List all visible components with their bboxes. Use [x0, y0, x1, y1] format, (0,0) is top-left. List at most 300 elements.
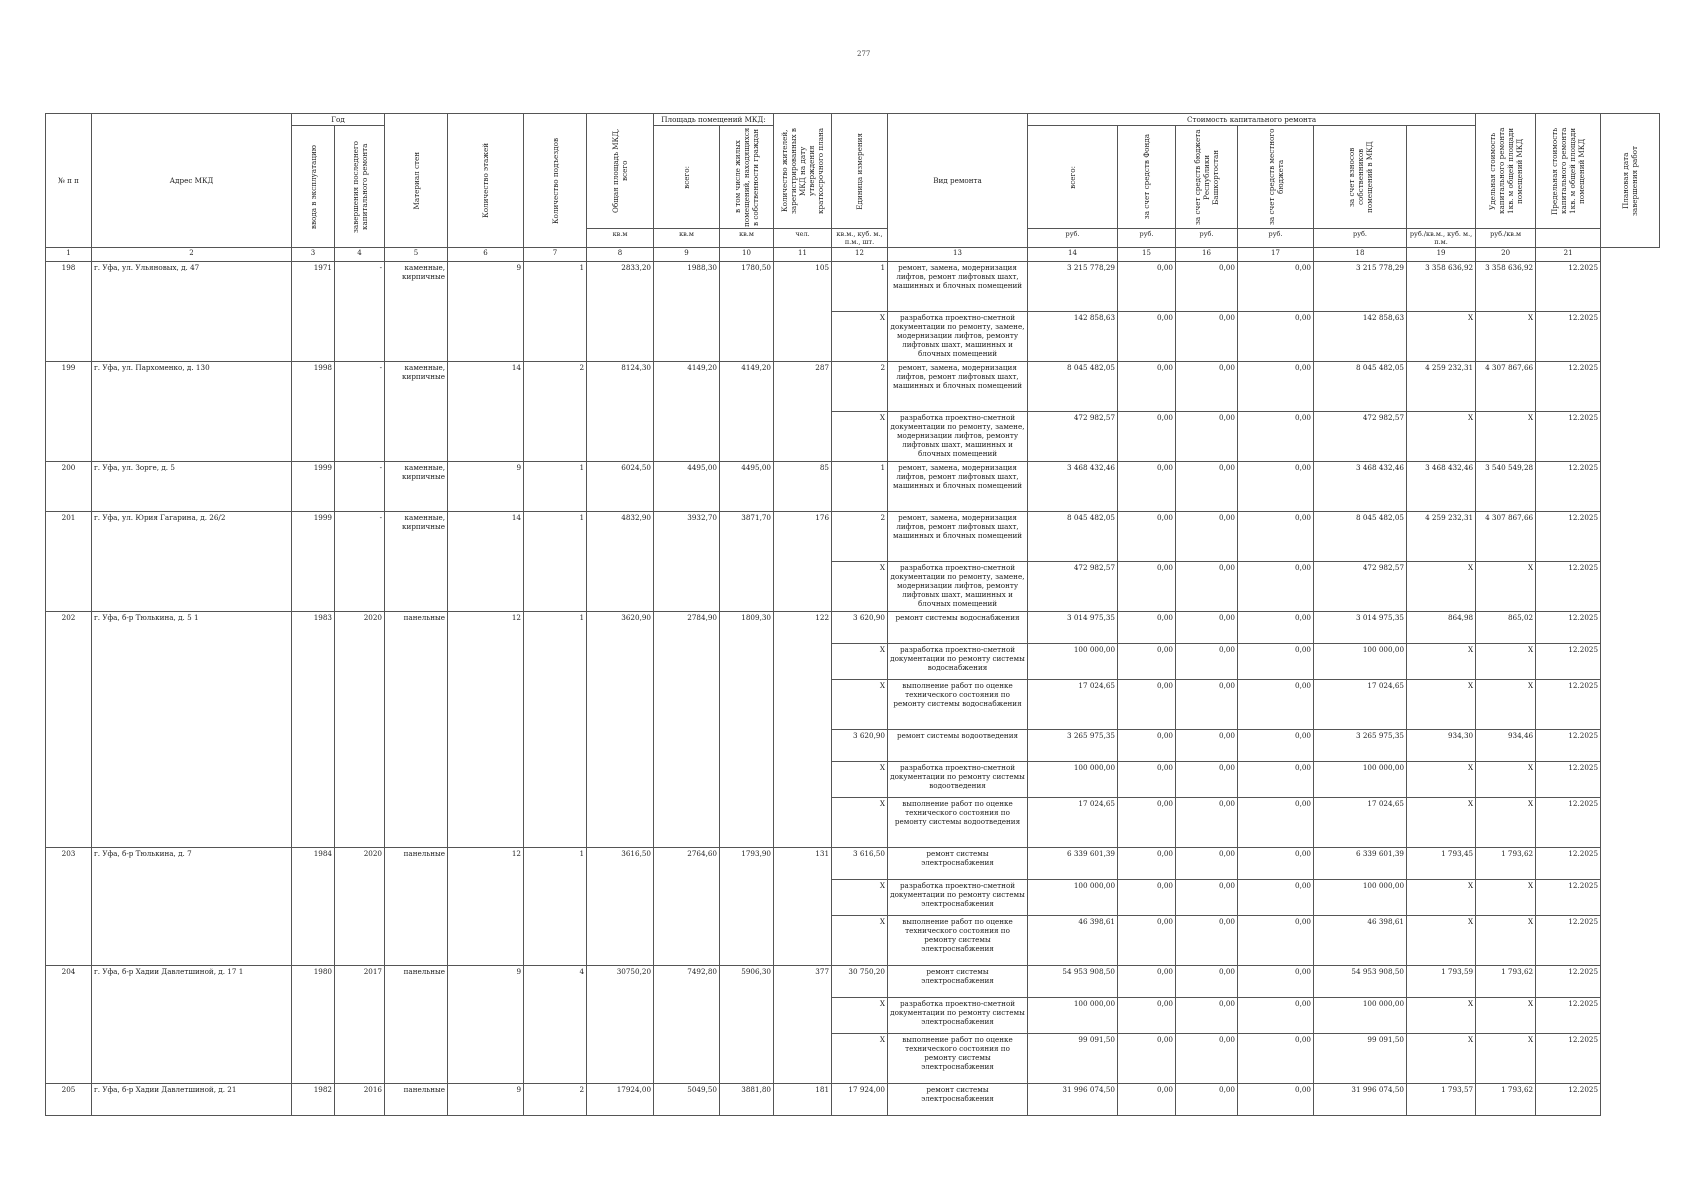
cell-planned-date: 12.2025: [1536, 762, 1601, 798]
table-row: [46, 848, 1660, 880]
cell-residents: 131: [774, 848, 832, 966]
cell-cost-republic: 0,00: [1176, 998, 1238, 1034]
cell-unit-cost: X: [1407, 680, 1476, 730]
cell-planned-date: 12.2025: [1536, 1034, 1601, 1084]
cell-entrances: 1: [524, 462, 587, 512]
header-premises-total: всего:: [654, 126, 720, 229]
cell-quantity: 2: [832, 512, 888, 562]
cell-cost-fund: 0,00: [1118, 680, 1176, 730]
cell-max-cost: 865,02: [1476, 612, 1536, 644]
cell-cost-total: 8 045 482,05: [1028, 362, 1118, 412]
header-total-area: Общая площадь МКД, всего: [587, 114, 654, 229]
cell-cost-total: 472 982,57: [1028, 412, 1118, 462]
cell-quantity: X: [832, 412, 888, 462]
cell-cost-total: 17 024,65: [1028, 798, 1118, 848]
cell-residents: 105: [774, 262, 832, 362]
cell-repair-type: ремонт системы водоснабжения: [888, 612, 1028, 644]
cell-cost-total: 3 265 975,35: [1028, 730, 1118, 762]
cell-planned-date: 12.2025: [1536, 462, 1601, 512]
cell-repair-type: ремонт системы электроснабжения: [888, 1084, 1028, 1116]
cell-floors: 12: [448, 612, 524, 848]
cell-cost-republic: 0,00: [1176, 612, 1238, 644]
cell-year-commission: 1982: [292, 1084, 335, 1116]
cell-max-cost: X: [1476, 998, 1536, 1034]
cell-entrances: 2: [524, 1084, 587, 1116]
cell-cost-republic: 0,00: [1176, 512, 1238, 562]
cell-cost-local: 0,00: [1238, 562, 1314, 612]
cell-cost-republic: 0,00: [1176, 730, 1238, 762]
cell-cost-owners: 100 000,00: [1314, 762, 1407, 798]
cell-cost-republic: 0,00: [1176, 462, 1238, 512]
unit-14: руб.: [1028, 229, 1118, 248]
cell-total-area: 2833,20: [587, 262, 654, 362]
cell-address: г. Уфа, ул. Пархоменко, д. 130: [92, 362, 292, 462]
cell-planned-date: 12.2025: [1536, 848, 1601, 880]
table-body: [46, 262, 1660, 1116]
header-residents: Количество жителей, зарегистрированных в МКД на дату утверждения краткосрочного плана: [774, 114, 832, 229]
cell-cost-local: 0,00: [1238, 1084, 1314, 1116]
cell-entrances: 1: [524, 262, 587, 362]
header-cost-total: всего:: [1028, 126, 1118, 229]
cell-repair-type: ремонт, замена, модернизация лифтов, ремонт лифтовых шахт, машинных и блочных помещений: [888, 512, 1028, 562]
unit-16: руб.: [1176, 229, 1238, 248]
cell-planned-date: 12.2025: [1536, 362, 1601, 412]
column-number: 8: [587, 248, 654, 262]
table-row: [46, 1084, 1660, 1116]
cell-floors: 9: [448, 1084, 524, 1116]
header-premises-owned: в том числе жилых помещений, находящихся в собственности граждан: [720, 126, 774, 229]
cell-cost-local: 0,00: [1238, 262, 1314, 312]
cell-quantity: X: [832, 562, 888, 612]
cell-planned-date: 12.2025: [1536, 412, 1601, 462]
cell-cost-fund: 0,00: [1118, 644, 1176, 680]
column-number: 21: [1536, 248, 1601, 262]
cell-total-area: 8124,30: [587, 362, 654, 462]
cell-cost-local: 0,00: [1238, 848, 1314, 880]
cell-planned-date: 12.2025: [1536, 644, 1601, 680]
cell-quantity: X: [832, 880, 888, 916]
cell-floors: 9: [448, 462, 524, 512]
cell-quantity: X: [832, 312, 888, 362]
cell-max-cost: X: [1476, 312, 1536, 362]
table-row: [46, 362, 1660, 412]
header-unit-measure: Единица измерения: [832, 114, 888, 229]
cell-cost-local: 0,00: [1238, 462, 1314, 512]
cell-cost-republic: 0,00: [1176, 262, 1238, 312]
cell-max-cost: 3 358 636,92: [1476, 262, 1536, 312]
cell-quantity: 17 924,00: [832, 1084, 888, 1116]
cell-cost-owners: 3 215 778,29: [1314, 262, 1407, 312]
cell-cost-total: 142 858,63: [1028, 312, 1118, 362]
column-number: 5: [385, 248, 448, 262]
cell-wall-material: панельные: [385, 612, 448, 848]
column-number: 1: [46, 248, 92, 262]
cell-cost-local: 0,00: [1238, 998, 1314, 1034]
cell-cost-local: 0,00: [1238, 798, 1314, 848]
cell-year-commission: 1971: [292, 262, 335, 362]
header-cost-owners: за счет взносов собственников помещений в МКД: [1314, 126, 1407, 229]
cell-max-cost: 1 793,62: [1476, 966, 1536, 998]
cell-cost-republic: 0,00: [1176, 762, 1238, 798]
cell-cost-total: 472 982,57: [1028, 562, 1118, 612]
cell-total-area: 3620,90: [587, 612, 654, 848]
cell-unit-cost: 1 793,57: [1407, 1084, 1476, 1116]
cell-quantity: X: [832, 762, 888, 798]
cell-max-cost: X: [1476, 916, 1536, 966]
cell-cost-fund: 0,00: [1118, 762, 1176, 798]
cell-repair-type: выполнение работ по оценке технического состояния по ремонту системы электроснабжения: [888, 916, 1028, 966]
cell-cost-owners: 54 953 908,50: [1314, 966, 1407, 998]
table-row: [46, 966, 1660, 998]
cell-total-area: 3616,50: [587, 848, 654, 966]
cell-cost-total: 46 398,61: [1028, 916, 1118, 966]
cell-unit-cost: X: [1407, 880, 1476, 916]
cell-repair-type: разработка проектно-сметной документации по ремонту системы водоснабжения: [888, 644, 1028, 680]
cell-cost-fund: 0,00: [1118, 966, 1176, 998]
cell-entrances: 4: [524, 966, 587, 1084]
cell-cost-fund: 0,00: [1118, 312, 1176, 362]
cell-cost-owners: 472 982,57: [1314, 562, 1407, 612]
cell-cost-owners: 100 000,00: [1314, 880, 1407, 916]
column-number: 15: [1118, 248, 1176, 262]
table-row: [46, 512, 1660, 562]
cell-wall-material: панельные: [385, 1084, 448, 1116]
unit-17: руб.: [1238, 229, 1314, 248]
cell-unit-cost: X: [1407, 762, 1476, 798]
cell-cost-fund: 0,00: [1118, 462, 1176, 512]
cell-cost-total: 100 000,00: [1028, 998, 1118, 1034]
cell-cost-owners: 100 000,00: [1314, 998, 1407, 1034]
table-row: [46, 262, 1660, 312]
cell-cost-fund: 0,00: [1118, 1034, 1176, 1084]
cell-repair-type: ремонт, замена, модернизация лифтов, ремонт лифтовых шахт, машинных и блочных помещений: [888, 262, 1028, 312]
cell-floors: 12: [448, 848, 524, 966]
cell-cost-fund: 0,00: [1118, 1084, 1176, 1116]
cell-cost-owners: 3 468 432,46: [1314, 462, 1407, 512]
cell-year-commission: 1980: [292, 966, 335, 1084]
cell-cost-republic: 0,00: [1176, 362, 1238, 412]
cell-cost-local: 0,00: [1238, 362, 1314, 412]
cell-planned-date: 12.2025: [1536, 262, 1601, 312]
cell-cost-republic: 0,00: [1176, 644, 1238, 680]
column-number: 13: [888, 248, 1028, 262]
cell-repair-type: выполнение работ по оценке технического состояния по ремонту системы водоснабжения: [888, 680, 1028, 730]
cell-planned-date: 12.2025: [1536, 612, 1601, 644]
cell-unit-cost: 864,98: [1407, 612, 1476, 644]
header-year-commission: ввода в эксплуатацию: [292, 126, 335, 248]
cell-quantity: X: [832, 644, 888, 680]
cell-address: г. Уфа, б-р Хадии Давлетшиной, д. 17 1: [92, 966, 292, 1084]
cell-cost-local: 0,00: [1238, 612, 1314, 644]
repair-plan-table-wrapper: [45, 113, 1660, 1116]
cell-cost-owners: 472 982,57: [1314, 412, 1407, 462]
cell-cost-fund: 0,00: [1118, 512, 1176, 562]
cell-address: г. Уфа, ул. Юрия Гагарина, д. 26/2: [92, 512, 292, 612]
cell-residents: 85: [774, 462, 832, 512]
cell-year-last-repair: 2020: [335, 612, 385, 848]
cell-cost-owners: 31 996 074,50: [1314, 1084, 1407, 1116]
cell-quantity: 2: [832, 362, 888, 412]
cell-year-last-repair: -: [335, 462, 385, 512]
column-number: 12: [832, 248, 888, 262]
header-cost-group: Стоимость капитального ремонта: [1028, 114, 1476, 126]
cell-cost-republic: 0,00: [1176, 412, 1238, 462]
cell-residents: 122: [774, 612, 832, 848]
cell-cost-total: 100 000,00: [1028, 644, 1118, 680]
header-floors: Количество этажей: [448, 114, 524, 248]
cell-cost-republic: 0,00: [1176, 1034, 1238, 1084]
column-number: 17: [1238, 248, 1314, 262]
cell-address: г. Уфа, ул. Ульяновых, д. 47: [92, 262, 292, 362]
cell-unit-cost: X: [1407, 412, 1476, 462]
cell-repair-type: ремонт системы электроснабжения: [888, 966, 1028, 998]
cell-cost-total: 3 014 975,35: [1028, 612, 1118, 644]
cell-entrances: 1: [524, 848, 587, 966]
column-number: 20: [1476, 248, 1536, 262]
cell-cost-owners: 17 024,65: [1314, 680, 1407, 730]
unit-15: руб.: [1118, 229, 1176, 248]
column-number: 18: [1314, 248, 1407, 262]
header-no: № п п: [46, 114, 92, 248]
cell-repair-type: ремонт, замена, модернизация лифтов, ремонт лифтовых шахт, машинных и блочных помещений: [888, 462, 1028, 512]
cell-max-cost: X: [1476, 680, 1536, 730]
cell-cost-owners: 8 045 482,05: [1314, 512, 1407, 562]
cell-cost-total: 100 000,00: [1028, 762, 1118, 798]
cell-year-commission: 1983: [292, 612, 335, 848]
cell-planned-date: 12.2025: [1536, 916, 1601, 966]
cell-cost-local: 0,00: [1238, 412, 1314, 462]
cell-premises-total: 4495,00: [654, 462, 720, 512]
cell-address: г. Уфа, ул. Зорге, д. 5: [92, 462, 292, 512]
cell-total-area: 30750,20: [587, 966, 654, 1084]
cell-cost-fund: 0,00: [1118, 362, 1176, 412]
cell-quantity: 1: [832, 462, 888, 512]
cell-address: г. Уфа, б-р Тюлькина, д. 5 1: [92, 612, 292, 848]
cell-cost-fund: 0,00: [1118, 612, 1176, 644]
cell-unit-cost: 4 259 232,31: [1407, 362, 1476, 412]
cell-planned-date: 12.2025: [1536, 730, 1601, 762]
cell-no: 203: [46, 848, 92, 966]
column-number: 7: [524, 248, 587, 262]
cell-unit-cost: 4 259 232,31: [1407, 512, 1476, 562]
cell-total-area: 17924,00: [587, 1084, 654, 1116]
cell-premises-owned: 5906,30: [720, 966, 774, 1084]
unit-12: кв.м., куб. м., п.м., шт.: [832, 229, 888, 248]
cell-quantity: 3 616,50: [832, 848, 888, 880]
header-repair-type: Вид ремонта: [888, 114, 1028, 248]
cell-max-cost: 934,46: [1476, 730, 1536, 762]
cell-wall-material: каменные, кирпичные: [385, 262, 448, 362]
cell-year-last-repair: 2020: [335, 848, 385, 966]
header-max-cost: Предельная стоимость капитального ремонта 1кв. м общей площади помещений МКД: [1536, 114, 1601, 229]
cell-quantity: 3 620,90: [832, 612, 888, 644]
cell-premises-total: 5049,50: [654, 1084, 720, 1116]
cell-entrances: 2: [524, 362, 587, 462]
cell-year-last-repair: 2016: [335, 1084, 385, 1116]
cell-no: 202: [46, 612, 92, 848]
cell-cost-owners: 6 339 601,39: [1314, 848, 1407, 880]
cell-quantity: 1: [832, 262, 888, 312]
cell-unit-cost: X: [1407, 562, 1476, 612]
cell-entrances: 1: [524, 612, 587, 848]
cell-planned-date: 12.2025: [1536, 312, 1601, 362]
column-number: 4: [335, 248, 385, 262]
cell-planned-date: 12.2025: [1536, 880, 1601, 916]
cell-year-last-repair: -: [335, 362, 385, 462]
cell-wall-material: каменные, кирпичные: [385, 362, 448, 462]
cell-cost-republic: 0,00: [1176, 798, 1238, 848]
cell-cost-owners: 3 014 975,35: [1314, 612, 1407, 644]
unit-8: кв.м: [587, 229, 654, 248]
cell-premises-total: 7492,80: [654, 966, 720, 1084]
header-planned-date: Плановая дата завершения работ: [1601, 114, 1660, 248]
cell-wall-material: панельные: [385, 966, 448, 1084]
cell-unit-cost: X: [1407, 798, 1476, 848]
unit-9: кв.м: [654, 229, 720, 248]
cell-cost-republic: 0,00: [1176, 848, 1238, 880]
cell-cost-republic: 0,00: [1176, 1084, 1238, 1116]
cell-cost-fund: 0,00: [1118, 730, 1176, 762]
cell-no: 204: [46, 966, 92, 1084]
cell-planned-date: 12.2025: [1536, 512, 1601, 562]
cell-no: 205: [46, 1084, 92, 1116]
cell-repair-type: ремонт системы электроснабжения: [888, 848, 1028, 880]
cell-cost-republic: 0,00: [1176, 966, 1238, 998]
cell-cost-total: 3 468 432,46: [1028, 462, 1118, 512]
column-number: 6: [448, 248, 524, 262]
cell-premises-total: 1988,30: [654, 262, 720, 362]
cell-unit-cost: X: [1407, 1034, 1476, 1084]
cell-quantity: 3 620,90: [832, 730, 888, 762]
column-number: 9: [654, 248, 720, 262]
cell-planned-date: 12.2025: [1536, 798, 1601, 848]
cell-wall-material: каменные, кирпичные: [385, 462, 448, 512]
cell-max-cost: 4 307 867,66: [1476, 362, 1536, 412]
cell-cost-local: 0,00: [1238, 880, 1314, 916]
cell-wall-material: панельные: [385, 848, 448, 966]
column-number: 16: [1176, 248, 1238, 262]
cell-repair-type: разработка проектно-сметной документации по ремонту системы водоотведения: [888, 762, 1028, 798]
cell-address: г. Уфа, б-р Хадии Давлетшиной, д. 21: [92, 1084, 292, 1116]
cell-cost-local: 0,00: [1238, 512, 1314, 562]
cell-floors: 14: [448, 362, 524, 462]
cell-quantity: X: [832, 1034, 888, 1084]
cell-cost-owners: 3 265 975,35: [1314, 730, 1407, 762]
cell-no: 198: [46, 262, 92, 362]
cell-no: 200: [46, 462, 92, 512]
cell-planned-date: 12.2025: [1536, 1084, 1601, 1116]
cell-cost-republic: 0,00: [1176, 880, 1238, 916]
cell-cost-owners: 142 858,63: [1314, 312, 1407, 362]
cell-year-commission: 1999: [292, 512, 335, 612]
cell-unit-cost: X: [1407, 312, 1476, 362]
cell-unit-cost: X: [1407, 644, 1476, 680]
cell-cost-fund: 0,00: [1118, 412, 1176, 462]
cell-planned-date: 12.2025: [1536, 998, 1601, 1034]
cell-unit-cost: X: [1407, 998, 1476, 1034]
cell-unit-cost: 1 793,45: [1407, 848, 1476, 880]
cell-premises-owned: 4495,00: [720, 462, 774, 512]
cell-cost-fund: 0,00: [1118, 798, 1176, 848]
column-number: 10: [720, 248, 774, 262]
repair-plan-table: [45, 113, 1660, 1116]
cell-premises-owned: 1809,30: [720, 612, 774, 848]
cell-residents: 181: [774, 1084, 832, 1116]
cell-premises-owned: 1780,50: [720, 262, 774, 362]
cell-cost-owners: 99 091,50: [1314, 1034, 1407, 1084]
column-number: 14: [1028, 248, 1118, 262]
cell-cost-local: 0,00: [1238, 644, 1314, 680]
cell-max-cost: X: [1476, 562, 1536, 612]
cell-premises-total: 4149,20: [654, 362, 720, 462]
cell-cost-local: 0,00: [1238, 966, 1314, 998]
cell-max-cost: X: [1476, 798, 1536, 848]
column-number: 19: [1407, 248, 1476, 262]
cell-cost-local: 0,00: [1238, 312, 1314, 362]
header-entrances: Количество подъездов: [524, 114, 587, 248]
cell-cost-total: 99 091,50: [1028, 1034, 1118, 1084]
cell-max-cost: 1 793,62: [1476, 848, 1536, 880]
cell-planned-date: 12.2025: [1536, 562, 1601, 612]
unit-10: кв.м: [720, 229, 774, 248]
unit-19: руб./кв.м., куб. м., п.м.: [1407, 229, 1476, 248]
cell-year-commission: 1998: [292, 362, 335, 462]
cell-premises-total: 2764,60: [654, 848, 720, 966]
cell-address: г. Уфа, б-р Тюлькина, д. 7: [92, 848, 292, 966]
cell-max-cost: X: [1476, 880, 1536, 916]
cell-max-cost: X: [1476, 644, 1536, 680]
cell-cost-fund: 0,00: [1118, 262, 1176, 312]
cell-quantity: X: [832, 680, 888, 730]
cell-max-cost: X: [1476, 1034, 1536, 1084]
column-numbers-row: [46, 248, 1660, 262]
cell-repair-type: разработка проектно-сметной документации по ремонту, замене, модернизации лифтов, ремонту лифтовых шахт, машинных и блочных помещений: [888, 312, 1028, 362]
cell-max-cost: X: [1476, 762, 1536, 798]
unit-20: руб./кв.м: [1476, 229, 1536, 248]
cell-cost-local: 0,00: [1238, 1034, 1314, 1084]
cell-planned-date: 12.2025: [1536, 966, 1601, 998]
cell-year-last-repair: -: [335, 262, 385, 362]
table-row: [46, 612, 1660, 644]
cell-premises-total: 2784,90: [654, 612, 720, 848]
cell-cost-fund: 0,00: [1118, 848, 1176, 880]
cell-cost-owners: 46 398,61: [1314, 916, 1407, 966]
cell-repair-type: выполнение работ по оценке технического состояния по ремонту системы водоотведения: [888, 798, 1028, 848]
cell-cost-republic: 0,00: [1176, 312, 1238, 362]
column-number: 3: [292, 248, 335, 262]
header-cost-local: за счет средств местного бюджета: [1238, 126, 1314, 229]
cell-repair-type: разработка проектно-сметной документации по ремонту системы электроснабжения: [888, 998, 1028, 1034]
cell-repair-type: разработка проектно-сметной документации по ремонту системы электроснабжения: [888, 880, 1028, 916]
page-number: 277: [857, 50, 871, 58]
cell-floors: 9: [448, 262, 524, 362]
cell-cost-fund: 0,00: [1118, 880, 1176, 916]
cell-repair-type: выполнение работ по оценке технического состояния по ремонту системы электроснабжения: [888, 1034, 1028, 1084]
cell-premises-owned: 3871,70: [720, 512, 774, 612]
cell-max-cost: X: [1476, 412, 1536, 462]
cell-year-commission: 1999: [292, 462, 335, 512]
cell-repair-type: ремонт, замена, модернизация лифтов, ремонт лифтовых шахт, машинных и блочных помещений: [888, 362, 1028, 412]
cell-wall-material: каменные, кирпичные: [385, 512, 448, 612]
cell-residents: 287: [774, 362, 832, 462]
cell-year-commission: 1984: [292, 848, 335, 966]
cell-quantity: X: [832, 916, 888, 966]
header-year-group: Год: [292, 114, 385, 126]
cell-year-last-repair: 2017: [335, 966, 385, 1084]
column-number: 11: [774, 248, 832, 262]
cell-quantity: X: [832, 798, 888, 848]
header-year-last-repair: завершения последнего капитального ремонта: [335, 126, 385, 248]
